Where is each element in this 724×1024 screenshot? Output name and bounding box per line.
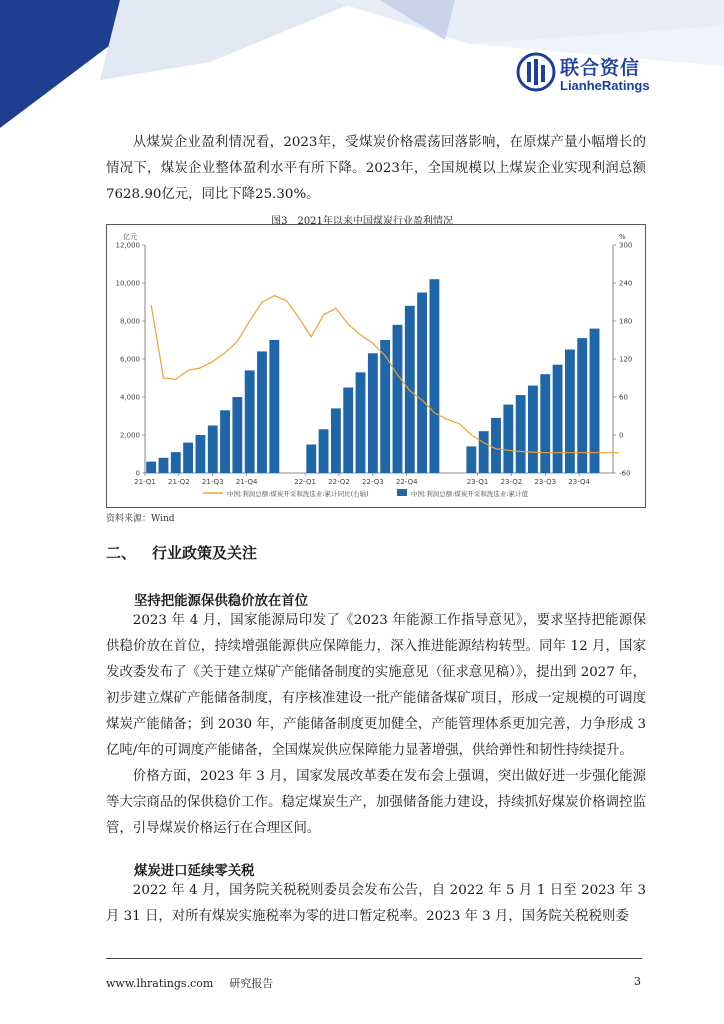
x-tick-label: 21-Q3 [201, 478, 224, 486]
profit-bar [503, 405, 513, 473]
left-tick-label: 6,000 [119, 355, 140, 364]
profit-bar [565, 350, 575, 474]
profit-bar [220, 410, 230, 473]
left-tick-label: 2,000 [119, 431, 140, 440]
right-tick-label: 240 [619, 279, 633, 288]
left-tick-label: 12,000 [115, 241, 140, 250]
price-policy-paragraph: 价格方面，2023 年 3 月，国家发展改革委在发布会上强调，突出做好进一步强化能源等大宗商品的保供稳价工作。稳定煤炭生产，加强储备能力建设，持续抓好煤炭价格调控监管，引导煤炭价格运行在合理区间。 [106, 769, 646, 836]
legend-bar-swatch [397, 489, 407, 496]
profit-bar [417, 293, 427, 474]
profit-bar [146, 462, 156, 473]
x-tick-label: 21-Q4 [235, 478, 258, 486]
x-tick-label: 22-Q1 [294, 478, 316, 486]
profit-bar [429, 279, 439, 473]
right-tick-label: 180 [619, 317, 633, 326]
source-note: 资料来源：Wind [106, 514, 175, 524]
right-axis-unit: % [619, 233, 626, 241]
page-number: 3 [634, 975, 641, 988]
lianhe-logo-icon [516, 52, 556, 92]
x-tick-label: 23-Q4 [568, 478, 590, 486]
left-tick-label: 10,000 [115, 279, 140, 288]
profit-bar [380, 340, 390, 473]
profit-bar [516, 395, 526, 473]
profit-bar [356, 372, 366, 473]
profit-bar [183, 443, 193, 473]
profit-bar [590, 329, 600, 473]
profit-bar [528, 386, 538, 473]
left-tick-label: 0 [135, 469, 140, 478]
right-tick-label: 120 [619, 355, 633, 364]
x-tick-label: 22-Q4 [395, 478, 418, 486]
left-tick-label: 4,000 [119, 393, 140, 402]
footer-doc-type: 研究报告 [229, 977, 274, 990]
profit-bar [393, 325, 403, 473]
intro-paragraph: 从煤炭企业盈利情况看，2023年，受煤炭价格震荡回落影响，在原煤产量小幅增长的情况下，煤炭企业整体盈利水平有所下降。2023年，全国规模以上煤炭企业实现利润总额7628.90亿元，同比下降25.30%。 [106, 135, 646, 202]
footer-divider [106, 958, 642, 959]
subheading-energy-supply: 坚持把能源保供稳价放在首位 [134, 594, 309, 609]
section-number: 二、 [106, 544, 137, 562]
profit-bar [269, 340, 279, 473]
section-heading [106, 542, 257, 563]
section-title-text: 行业政策及关注 [152, 544, 258, 562]
x-tick-label: 23-Q2 [500, 478, 523, 486]
figure-caption: 图3 2021年以来中国煤炭行业盈利情况 [271, 216, 453, 227]
x-tick-label: 22-Q2 [328, 478, 350, 486]
logo-text-en: LianheRatings [560, 78, 650, 93]
x-tick-label: 23-Q1 [466, 478, 489, 486]
profit-bar [171, 452, 181, 473]
profit-bar [553, 365, 563, 473]
logo-text-cn: 联合资信 [560, 57, 641, 79]
profit-bar [232, 397, 242, 473]
profit-bar [479, 431, 489, 473]
profit-bar [368, 353, 378, 473]
x-tick-label: 22-Q3 [362, 478, 384, 486]
left-tick-label: 8,000 [119, 317, 140, 326]
profit-bar [245, 370, 255, 473]
left-axis-unit: 亿元 [123, 233, 137, 241]
profit-bar [405, 306, 415, 473]
legend-bar-label: 中国:利润总额:煤炭开采和洗选业:累计值 [411, 490, 529, 498]
company-logo [516, 52, 706, 96]
profit-bar [319, 429, 329, 473]
profit-bar [343, 388, 353, 474]
profit-bar [540, 374, 550, 473]
profit-bar [257, 351, 267, 473]
right-tick-label: -60 [619, 469, 631, 478]
profit-bar [491, 418, 501, 473]
x-tick-label: 23-Q3 [534, 478, 557, 486]
profit-bar [159, 458, 169, 473]
profit-bar [208, 426, 218, 474]
x-tick-label: 21-Q2 [168, 478, 190, 486]
profit-chart [107, 225, 645, 507]
x-tick-label: 21-Q1 [134, 478, 156, 486]
energy-policy-paragraph: 2023 年 4 月，国家能源局印发了《2023 年能源工作指导意见》，要求坚持把能源保供稳价放在首位，持续增强能源供应保障能力，深入推进能源结构转型。同年 12 月，国家发改委发布了《关于建立煤矿产能储备制度的实施意见（征求意见稿）》，提出到 2027 年，初步建立煤矿产能储备制度，有序核准建设一批产能储备煤矿项目，形成一定规模的可调度煤炭产能储备；到 2030 年，产能储备制度更加健全，产能管理体系更加完善，力争形成 3 亿吨/年的可调度产能储备，全国煤炭供应保障能力显著增强，供给弹性和韧性持续提升。 [106, 613, 646, 758]
profit-bar [195, 435, 205, 473]
import-tariff-paragraph: 2022 年 4 月，国务院关税税则委员会发布公告，自 2022 年 5 月 1 日至 2023 年 3 月 31 日，对所有煤炭实施税率为零的进口暂定税率。2023 年 3 月，国务院关税税则委 [106, 883, 646, 924]
right-tick-label: 300 [619, 241, 633, 250]
profit-bar [306, 445, 316, 474]
chart-frame [106, 224, 646, 508]
profit-bar [466, 446, 476, 473]
right-tick-label: 60 [619, 393, 628, 402]
subheading-import-tariff: 煤炭进口延续零关税 [134, 864, 255, 879]
profit-bar [331, 408, 341, 473]
footer-text [106, 975, 273, 991]
right-tick-label: 0 [619, 431, 624, 440]
footer-site: www.lhratings.com [106, 977, 214, 990]
legend-line-label: 中国:利润总额:煤炭开采和洗选业:累计同比(右轴) [227, 490, 369, 498]
